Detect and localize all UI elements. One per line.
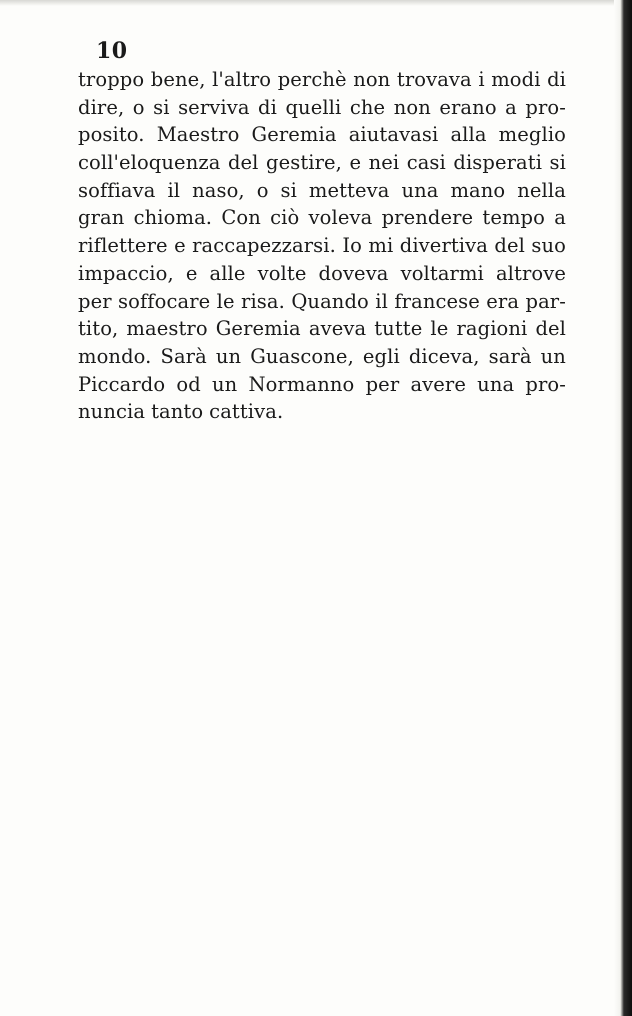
word: tito, [78,317,119,341]
text-line [78,343,566,371]
word: che [349,95,386,119]
word: non [353,68,391,91]
word: del [227,151,259,175]
body-text [78,66,566,426]
word: ragioni [456,317,528,341]
word: avere [410,372,466,396]
text-line [78,204,566,232]
word: egli [362,344,400,368]
word: aveva [308,317,367,341]
word: od [176,372,201,396]
word: a [505,95,517,119]
word: erano [439,95,497,119]
word: perchè [277,68,347,91]
word: alle [209,261,246,285]
word: serviva [178,95,250,119]
text-line [78,288,566,316]
word: o [132,95,145,119]
word: una [477,372,515,396]
word: un [215,344,242,368]
word: maestro [126,317,208,341]
word: Con [221,206,261,230]
word: i [478,68,485,91]
word: Sarà [160,344,207,368]
word: francese [394,289,480,313]
word: voltarmi [400,261,484,285]
word: posito. [78,123,145,147]
word: le [430,317,449,341]
text-line [78,398,566,426]
word: alla [450,123,487,147]
word: un [540,344,566,368]
page-binding-edge [614,0,632,1016]
word: Normanno [248,372,355,396]
word: e [174,234,186,258]
word: soffiava [78,178,156,202]
word: mano [450,178,506,202]
word: metteva [308,178,390,202]
text-line [78,315,566,343]
word: raccapezzarsi. [192,234,336,258]
word: Maestro [156,123,240,147]
text-line [78,66,566,94]
text-line [78,260,566,288]
word: impaccio, [78,261,174,285]
word: gran [78,206,125,230]
word: per [365,372,400,396]
text-line [78,177,566,205]
word: cattiva. [209,400,284,424]
word: dire, [78,95,125,119]
word: pro- [525,372,566,396]
word: prendere [381,206,474,230]
word: aiutavasi [348,123,439,147]
word: un [211,372,238,396]
word: si [549,151,566,175]
word: a [554,206,566,230]
word: si [153,95,170,119]
word: nuncia [78,400,146,424]
text-line [78,149,566,177]
word: meglio [498,123,566,147]
word: altrove [495,261,566,285]
word: troppo [78,68,145,91]
word: par- [525,289,566,313]
word: casi [406,151,446,175]
word: del [535,317,566,341]
word: voleva [308,206,373,230]
word: divertiva [399,234,488,258]
word: nei [368,151,400,175]
word: soffocare [118,289,211,313]
word: naso, [192,178,245,202]
word: il [167,178,181,202]
word: ciò [270,206,300,230]
text-line [78,121,566,149]
word: Io [342,234,362,258]
word: doveva [318,261,389,285]
word: e [349,151,362,175]
text-line [78,232,566,260]
word: gestire, [265,151,342,175]
word: non [393,95,431,119]
word: di [547,68,566,91]
page-number: 10 [96,38,128,64]
word: disperati [453,151,543,175]
word: coll'eloquenza [78,151,221,175]
word: volte [257,261,307,285]
text-line [78,371,566,399]
word: e [185,261,198,285]
word: riflettere [78,234,168,258]
word: risa. [241,289,285,313]
word: Piccardo [78,372,166,396]
word: Geremia [251,123,337,147]
word: nella [517,178,566,202]
word: tutte [374,317,423,341]
word: Quando [291,289,369,313]
word: trovava [396,68,472,91]
word: chioma. [133,206,213,230]
word: per [78,289,112,313]
word: le [216,289,235,313]
word: o [256,178,269,202]
word: tanto [151,400,204,424]
word: suo [531,234,566,258]
word: di [258,95,277,119]
word: sarà [488,344,532,368]
word: mondo. [78,344,152,368]
word: del [494,234,525,258]
text-line [78,94,566,122]
word: si [280,178,297,202]
word: era [486,289,520,313]
page-top-edge [0,0,632,6]
word: pro- [525,95,566,119]
word: Guascone, [250,344,354,368]
word: l'altro [212,68,272,91]
word: una [401,178,439,202]
word: diceva, [408,344,480,368]
word: tempo [482,206,545,230]
word: bene, [150,68,206,91]
word: il [375,289,388,313]
word: quelli [285,95,342,119]
word: modi [491,68,541,91]
word: Geremia [215,317,301,341]
word: mi [368,234,394,258]
